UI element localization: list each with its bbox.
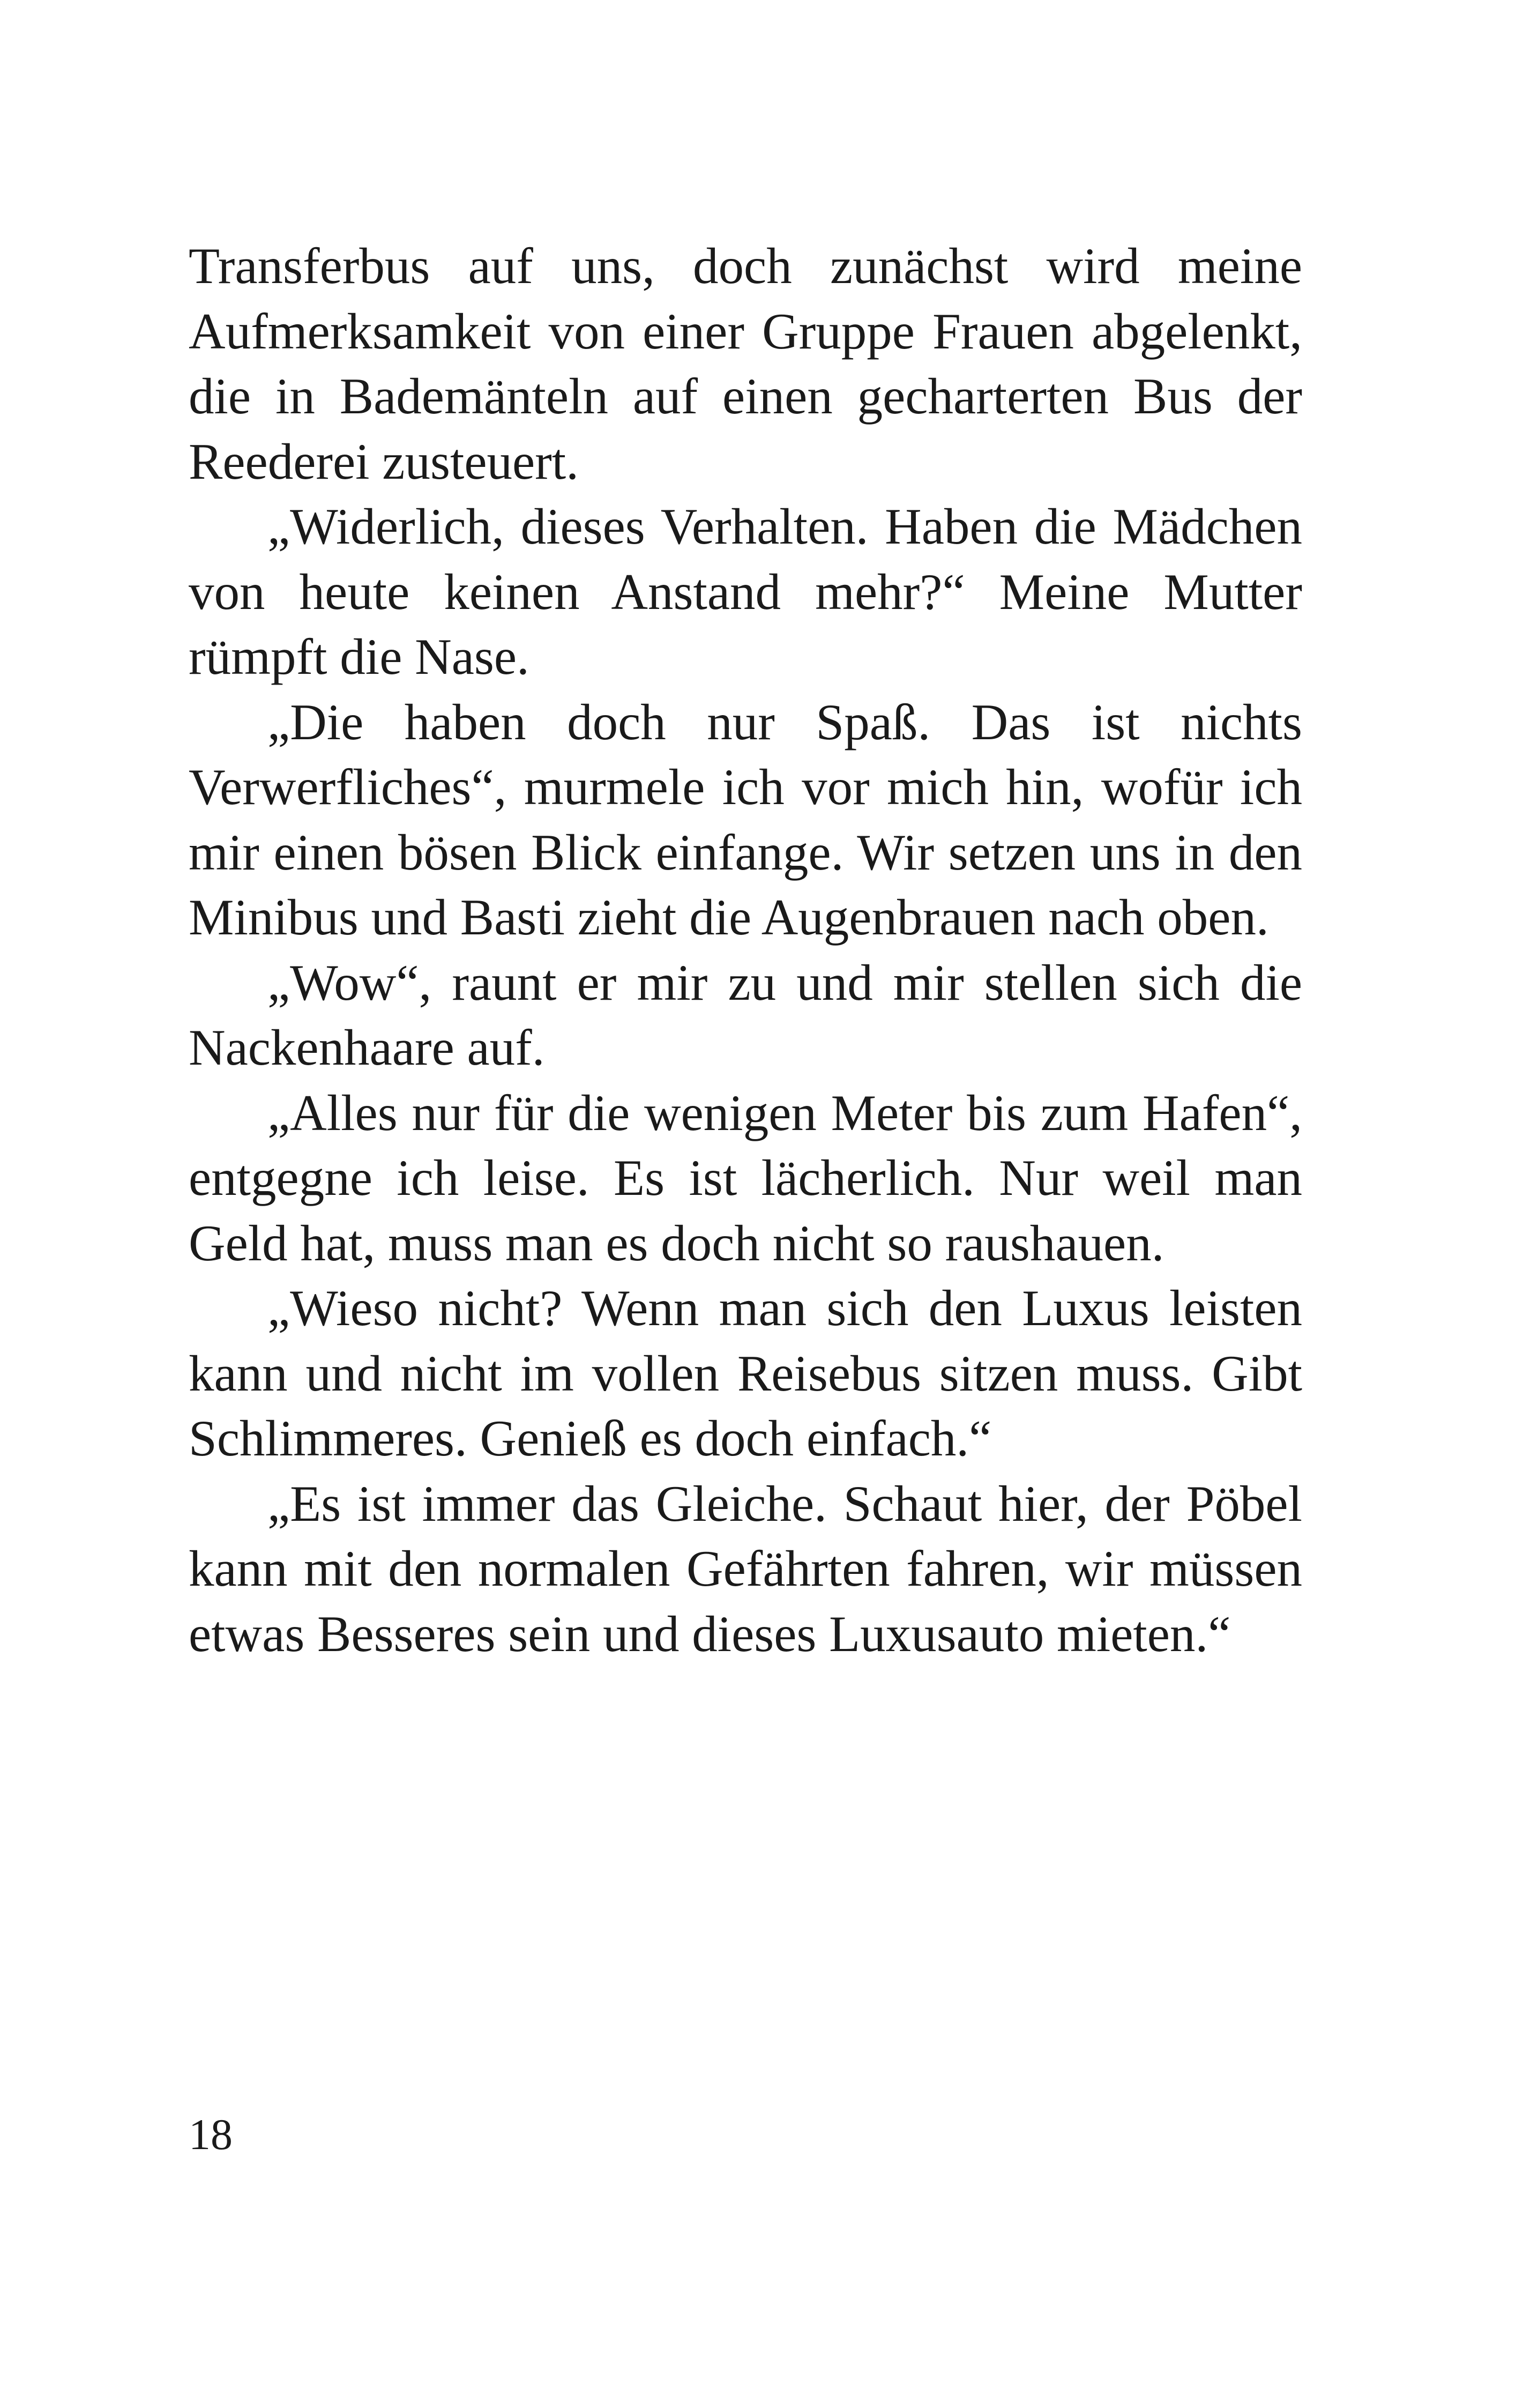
paragraph: „Widerlich, dieses Verhalten. Haben die Mädchen von heute keinen Anstand mehr?“ Meine Mutter rümpft die Nase. (189, 498, 1302, 685)
paragraph: „Wow“, raunt er mir zu und mir stellen sich die Nackenhaare auf. (189, 954, 1302, 1076)
paragraph: „Es ist immer das Gleiche. Schaut hier, der Pöbel kann mit den normalen Gefährten fahren, wir müssen etwas Besseres sein und dieses Luxusauto mieten.“ (189, 1475, 1302, 1662)
paragraph: Transferbus auf uns, doch zunächst wird meine Aufmerksamkeit von einer Gruppe Frauen abgelenkt, die in Bademänteln auf einen gecharterten Bus der Reederei zusteuert. (189, 237, 1302, 490)
page-number: 18 (189, 2110, 233, 2159)
paragraph: „Wieso nicht? Wenn man sich den Luxus leisten kann und nicht im vollen Reisebus sitzen muss. Gibt Schlimmeres. Genieß es doch einfach.“ (189, 1280, 1302, 1467)
paragraph: „Die haben doch nur Spaß. Das ist nichts Verwerfliches“, murmele ich vor mich hin, wofür ich mir einen bösen Blick einfange. Wir setzen uns in den Minibus und Basti zieht die Augenbrauen nach oben. (189, 693, 1302, 946)
body-text (189, 234, 1302, 1667)
paragraph: „Alles nur für die wenigen Meter bis zum Hafen“, entgegne ich leise. Es ist lächerlich. Nur weil man Geld hat, muss man es doch nicht so raushauen. (189, 1084, 1302, 1272)
